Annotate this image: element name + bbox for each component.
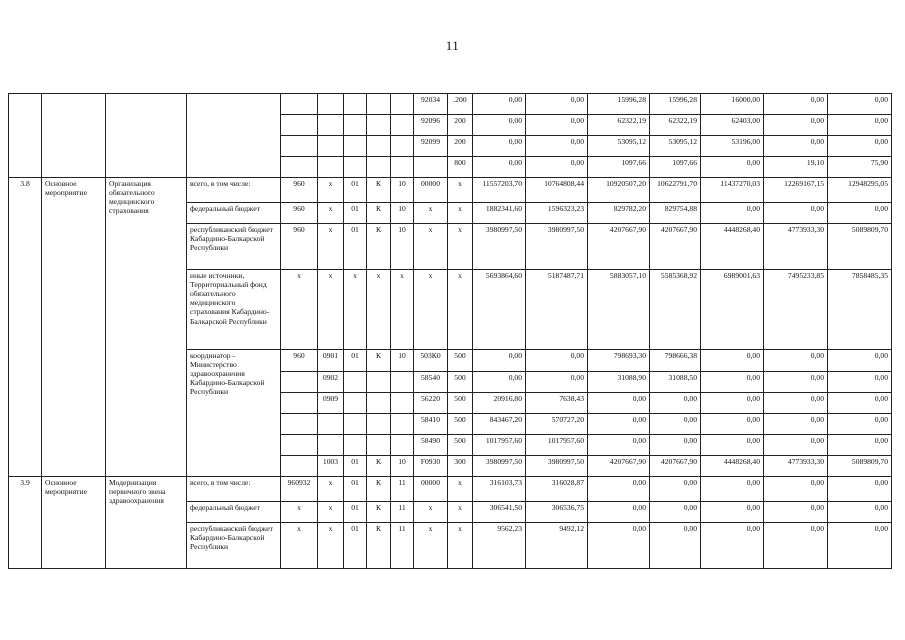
- cell-v5: 0,00: [701, 157, 764, 178]
- cell-pr: 01: [344, 350, 367, 372]
- cell-cs1: К: [367, 178, 391, 203]
- cell-vr: 500: [448, 393, 473, 414]
- cell-v3: 0,00: [588, 523, 650, 569]
- cell-v2: 9492,12: [526, 523, 588, 569]
- cell-cs2: 10: [391, 178, 414, 203]
- cell-pr: х: [344, 270, 367, 350]
- cell-v6: 0,00: [764, 477, 828, 502]
- cell-v5: 0,00: [701, 393, 764, 414]
- cell-v2: 3980997,50: [526, 224, 588, 270]
- cell-grbs: [281, 136, 318, 157]
- cell-cs3: 56220: [414, 393, 448, 414]
- cell-rz: [318, 435, 344, 456]
- cell-cs3: х: [414, 224, 448, 270]
- cell-src: республиканский бюджет Кабардино-Балкарской Республики: [187, 224, 281, 270]
- cell-pr: [344, 414, 367, 435]
- cell-v3: 5883057,10: [588, 270, 650, 350]
- cell-no: [9, 94, 42, 178]
- cell-pr: [344, 157, 367, 178]
- cell-cs2: х: [391, 270, 414, 350]
- cell-pr: [344, 115, 367, 136]
- cell-rz: х: [318, 523, 344, 569]
- cell-v2: 316028,87: [526, 477, 588, 502]
- cell-pr: 01: [344, 456, 367, 477]
- cell-v6: 0,00: [764, 523, 828, 569]
- cell-cs2: [391, 414, 414, 435]
- cell-v1: 9562,23: [473, 523, 526, 569]
- cell-v4: 1097,66: [650, 157, 701, 178]
- cell-vr: 200: [448, 115, 473, 136]
- cell-cs1: [367, 372, 391, 393]
- cell-grbs: 960: [281, 203, 318, 224]
- cell-v4: 15996,28: [650, 94, 701, 115]
- cell-v5: 0,00: [701, 523, 764, 569]
- cell-v1: 20916,80: [473, 393, 526, 414]
- cell-v7: 0,00: [828, 523, 892, 569]
- cell-rz: х: [318, 502, 344, 523]
- cell-v1: 1017957,60: [473, 435, 526, 456]
- cell-v7: 0,00: [828, 115, 892, 136]
- cell-v1: 5693864,60: [473, 270, 526, 350]
- cell-cs3: 00000: [414, 178, 448, 203]
- cell-v2: 570727,20: [526, 414, 588, 435]
- cell-vr: 800: [448, 157, 473, 178]
- cell-v5: 0,00: [701, 435, 764, 456]
- cell-pr: [344, 372, 367, 393]
- cell-v4: 798666,38: [650, 350, 701, 372]
- cell-v4: 10622791,70: [650, 178, 701, 203]
- cell-cs1: [367, 393, 391, 414]
- cell-v2: 1596323,23: [526, 203, 588, 224]
- cell-v1: 3980997,50: [473, 456, 526, 477]
- cell-v6: 0,00: [764, 350, 828, 372]
- cell-v5: 53196,00: [701, 136, 764, 157]
- cell-v3: 53095,12: [588, 136, 650, 157]
- cell-v6: 4773933,30: [764, 456, 828, 477]
- cell-v4: 0,00: [650, 477, 701, 502]
- cell-name: Организация обязательного медицинского страхования: [106, 178, 187, 477]
- cell-cs2: 10: [391, 456, 414, 477]
- cell-rz: х: [318, 270, 344, 350]
- cell-v3: 0,00: [588, 477, 650, 502]
- cell-rz: [318, 115, 344, 136]
- cell-pr: 01: [344, 224, 367, 270]
- cell-v3: 15996,28: [588, 94, 650, 115]
- cell-grbs: [281, 456, 318, 477]
- cell-v7: 7858485,35: [828, 270, 892, 350]
- cell-v4: 4207667,90: [650, 224, 701, 270]
- cell-vr: х: [448, 523, 473, 569]
- cell-v6: 0,00: [764, 203, 828, 224]
- cell-v4: 4207667,90: [650, 456, 701, 477]
- cell-cs2: [391, 94, 414, 115]
- cell-v4: 0,00: [650, 502, 701, 523]
- cell-pr: 01: [344, 203, 367, 224]
- cell-v5: 4448268,40: [701, 224, 764, 270]
- cell-cs1: К: [367, 224, 391, 270]
- cell-rz: [318, 136, 344, 157]
- cell-cs1: К: [367, 477, 391, 502]
- cell-v7: 12948295,05: [828, 178, 892, 203]
- cell-cs3: 58410: [414, 414, 448, 435]
- cell-vr: 500: [448, 372, 473, 393]
- cell-rz: х: [318, 203, 344, 224]
- cell-v2: 3980997,50: [526, 456, 588, 477]
- cell-v3: 798693,30: [588, 350, 650, 372]
- cell-cs2: 11: [391, 502, 414, 523]
- cell-rz: 0901: [318, 350, 344, 372]
- cell-v5: 0,00: [701, 203, 764, 224]
- cell-v6: 4773933,30: [764, 224, 828, 270]
- cell-v4: 31088,50: [650, 372, 701, 393]
- cell-v2: 1017957,60: [526, 435, 588, 456]
- cell-v4: 829754,88: [650, 203, 701, 224]
- cell-v4: 0,00: [650, 523, 701, 569]
- cell-rz: х: [318, 224, 344, 270]
- cell-cs3: 00000: [414, 477, 448, 502]
- cell-v1: 11557203,70: [473, 178, 526, 203]
- cell-rz: х: [318, 477, 344, 502]
- cell-pr: [344, 435, 367, 456]
- cell-v6: 0,00: [764, 136, 828, 157]
- cell-v3: 0,00: [588, 414, 650, 435]
- cell-v1: 0,00: [473, 350, 526, 372]
- cell-cs1: [367, 115, 391, 136]
- cell-vr: х: [448, 477, 473, 502]
- cell-v6: 0,00: [764, 502, 828, 523]
- cell-v5: 16000,00: [701, 94, 764, 115]
- cell-v4: 62322,19: [650, 115, 701, 136]
- cell-cs3: F0930: [414, 456, 448, 477]
- cell-type: Основное мероприятие: [42, 178, 106, 477]
- cell-cs3: х: [414, 502, 448, 523]
- page-number: 11: [445, 38, 460, 53]
- cell-cs1: К: [367, 350, 391, 372]
- cell-v7: 0,00: [828, 350, 892, 372]
- cell-pr: [344, 94, 367, 115]
- cell-v3: 10920507,20: [588, 178, 650, 203]
- cell-cs2: 10: [391, 203, 414, 224]
- cell-v2: 7638,43: [526, 393, 588, 414]
- cell-v3: 4207667,90: [588, 224, 650, 270]
- cell-grbs: [281, 115, 318, 136]
- cell-v2: 0,00: [526, 115, 588, 136]
- cell-grbs: х: [281, 270, 318, 350]
- cell-cs2: 11: [391, 477, 414, 502]
- cell-grbs: х: [281, 502, 318, 523]
- cell-name: [106, 94, 187, 178]
- cell-cs2: [391, 136, 414, 157]
- cell-v7: 0,00: [828, 372, 892, 393]
- cell-vr: .200: [448, 94, 473, 115]
- cell-src: [187, 94, 281, 178]
- cell-cs3: 92034: [414, 94, 448, 115]
- cell-pr: 01: [344, 477, 367, 502]
- cell-v1: 306541,50: [473, 502, 526, 523]
- cell-v1: 1882341,60: [473, 203, 526, 224]
- cell-v2: 10764808,44: [526, 178, 588, 203]
- cell-cs1: [367, 157, 391, 178]
- cell-pr: [344, 393, 367, 414]
- cell-v6: 0,00: [764, 414, 828, 435]
- cell-v4: 0,00: [650, 393, 701, 414]
- cell-v5: 0,00: [701, 414, 764, 435]
- cell-rz: 0909: [318, 393, 344, 414]
- cell-cs1: К: [367, 203, 391, 224]
- cell-v7: 5089809,70: [828, 224, 892, 270]
- cell-rz: 0902: [318, 372, 344, 393]
- cell-vr: х: [448, 224, 473, 270]
- cell-v7: 0,00: [828, 393, 892, 414]
- cell-v3: 0,00: [588, 502, 650, 523]
- cell-src: республиканский бюджет Кабардино-Балкарской Республики: [187, 523, 281, 569]
- cell-v5: 62403,00: [701, 115, 764, 136]
- cell-vr: х: [448, 270, 473, 350]
- cell-grbs: [281, 157, 318, 178]
- cell-v6: 0,00: [764, 435, 828, 456]
- cell-v7: 0,00: [828, 414, 892, 435]
- cell-cs2: [391, 372, 414, 393]
- cell-cs1: [367, 435, 391, 456]
- cell-cs3: [414, 157, 448, 178]
- cell-vr: 200: [448, 136, 473, 157]
- cell-v1: 0,00: [473, 136, 526, 157]
- cell-v1: 3980997,50: [473, 224, 526, 270]
- cell-src: всего, в том числе:: [187, 178, 281, 203]
- cell-v5: 11437270,03: [701, 178, 764, 203]
- cell-v1: 316103,73: [473, 477, 526, 502]
- cell-no: 3.8: [9, 178, 42, 477]
- cell-v5: 4448268,40: [701, 456, 764, 477]
- cell-src: координатор - Министерство здравоохранения Кабардино-Балкарской Республики: [187, 350, 281, 477]
- cell-cs1: [367, 136, 391, 157]
- cell-type: Основное мероприятие: [42, 477, 106, 569]
- cell-cs1: К: [367, 502, 391, 523]
- cell-v1: 0,00: [473, 94, 526, 115]
- cell-v7: 0,00: [828, 203, 892, 224]
- cell-rz: [318, 94, 344, 115]
- cell-v7: 0,00: [828, 477, 892, 502]
- cell-cs1: [367, 94, 391, 115]
- cell-rz: 1003: [318, 456, 344, 477]
- cell-v3: 0,00: [588, 435, 650, 456]
- cell-cs1: х: [367, 270, 391, 350]
- cell-v5: 0,00: [701, 502, 764, 523]
- cell-v7: 0,00: [828, 136, 892, 157]
- cell-grbs: х: [281, 523, 318, 569]
- cell-v1: 0,00: [473, 157, 526, 178]
- cell-cs1: [367, 414, 391, 435]
- cell-v2: 0,00: [526, 157, 588, 178]
- cell-cs3: х: [414, 523, 448, 569]
- cell-vr: 500: [448, 435, 473, 456]
- cell-cs3: х: [414, 203, 448, 224]
- cell-v5: 0,00: [701, 372, 764, 393]
- cell-grbs: 960: [281, 178, 318, 203]
- cell-grbs: [281, 393, 318, 414]
- cell-v2: 5187487,71: [526, 270, 588, 350]
- cell-vr: 500: [448, 350, 473, 372]
- cell-src: иные источники, Территориальный фонд обязательного медицинского страхования Кабардино-Балкарской Республики: [187, 270, 281, 350]
- table-row: [9, 94, 892, 115]
- cell-v2: 306536,75: [526, 502, 588, 523]
- cell-grbs: [281, 372, 318, 393]
- cell-vr: 300: [448, 456, 473, 477]
- cell-name: Модернизация первичного звена здравоохранения: [106, 477, 187, 569]
- cell-v4: 0,00: [650, 435, 701, 456]
- cell-src: всего, в том числе:: [187, 477, 281, 502]
- cell-grbs: [281, 414, 318, 435]
- cell-cs2: 10: [391, 350, 414, 372]
- cell-cs2: 10: [391, 224, 414, 270]
- cell-v4: 0,00: [650, 414, 701, 435]
- budget-table: [8, 93, 892, 569]
- cell-rz: х: [318, 178, 344, 203]
- cell-pr: 01: [344, 178, 367, 203]
- cell-cs1: К: [367, 523, 391, 569]
- cell-pr: [344, 136, 367, 157]
- cell-v7: 0,00: [828, 94, 892, 115]
- cell-grbs: 960932: [281, 477, 318, 502]
- cell-cs2: [391, 115, 414, 136]
- cell-v1: 843467,20: [473, 414, 526, 435]
- table-row: [9, 477, 892, 502]
- cell-cs2: [391, 435, 414, 456]
- cell-cs2: [391, 157, 414, 178]
- cell-v7: 0,00: [828, 435, 892, 456]
- cell-pr: 01: [344, 523, 367, 569]
- cell-vr: 500: [448, 414, 473, 435]
- cell-cs1: К: [367, 456, 391, 477]
- cell-rz: [318, 157, 344, 178]
- cell-cs3: 58540: [414, 372, 448, 393]
- cell-pr: 01: [344, 502, 367, 523]
- cell-cs3: 92099: [414, 136, 448, 157]
- cell-v6: 19,10: [764, 157, 828, 178]
- cell-v2: 0,00: [526, 94, 588, 115]
- cell-v1: 0,00: [473, 115, 526, 136]
- cell-cs2: 11: [391, 523, 414, 569]
- cell-vr: х: [448, 178, 473, 203]
- cell-v5: 0,00: [701, 477, 764, 502]
- cell-cs3: х: [414, 270, 448, 350]
- cell-v4: 5585368,92: [650, 270, 701, 350]
- cell-vr: х: [448, 502, 473, 523]
- cell-v3: 4207667,90: [588, 456, 650, 477]
- cell-v3: 31088,90: [588, 372, 650, 393]
- cell-v2: 0,00: [526, 136, 588, 157]
- cell-grbs: [281, 94, 318, 115]
- cell-v6: 7495233,85: [764, 270, 828, 350]
- cell-v2: 0,00: [526, 350, 588, 372]
- cell-cs3: 503К0: [414, 350, 448, 372]
- cell-cs2: [391, 393, 414, 414]
- cell-type: [42, 94, 106, 178]
- cell-v5: 6989001,63: [701, 270, 764, 350]
- cell-v7: 0,00: [828, 502, 892, 523]
- cell-v4: 53095,12: [650, 136, 701, 157]
- cell-grbs: 960: [281, 350, 318, 372]
- cell-v2: 0,00: [526, 372, 588, 393]
- cell-v1: 0,00: [473, 372, 526, 393]
- cell-v6: 0,00: [764, 372, 828, 393]
- cell-v6: 0,00: [764, 94, 828, 115]
- cell-v6: 0,00: [764, 115, 828, 136]
- cell-v7: 75,90: [828, 157, 892, 178]
- cell-v3: 62322,19: [588, 115, 650, 136]
- cell-v3: 1097,66: [588, 157, 650, 178]
- cell-src: федеральный бюджет: [187, 203, 281, 224]
- table-row: [9, 178, 892, 203]
- cell-vr: х: [448, 203, 473, 224]
- cell-v5: 0,00: [701, 350, 764, 372]
- cell-v7: 5089809,70: [828, 456, 892, 477]
- cell-v6: 0,00: [764, 393, 828, 414]
- cell-grbs: [281, 435, 318, 456]
- cell-v6: 12269167,15: [764, 178, 828, 203]
- cell-grbs: 960: [281, 224, 318, 270]
- cell-cs3: 92096: [414, 115, 448, 136]
- cell-v3: 0,00: [588, 393, 650, 414]
- cell-rz: [318, 414, 344, 435]
- cell-src: федеральный бюджет: [187, 502, 281, 523]
- cell-cs3: 58490: [414, 435, 448, 456]
- cell-no: 3.9: [9, 477, 42, 569]
- cell-v3: 829782,20: [588, 203, 650, 224]
